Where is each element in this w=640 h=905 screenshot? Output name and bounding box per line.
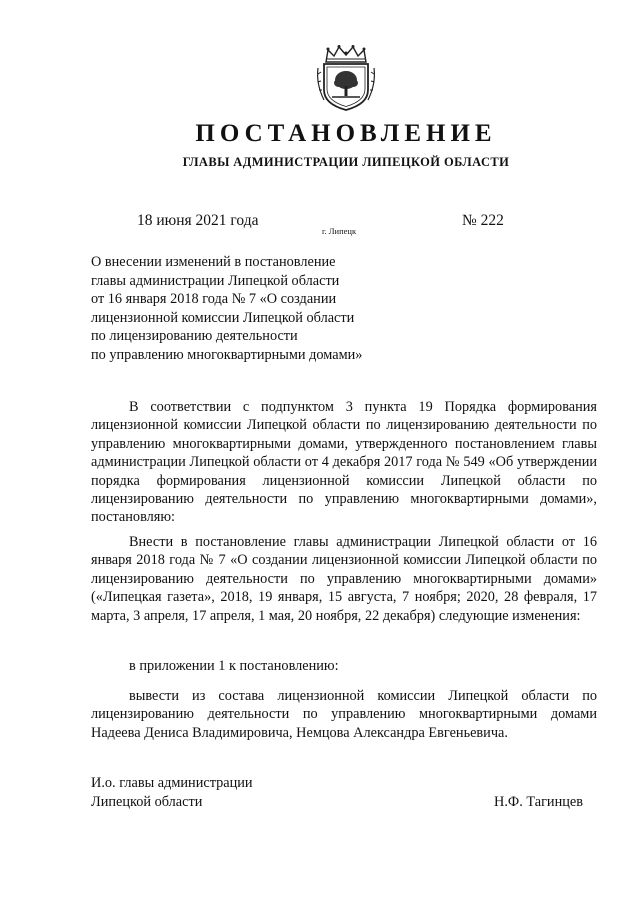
body-paragraph-1: В соответствии с подпунктом 3 пункта 19 Порядка формирования лицензионной комиссии Липецкой области по лицензированию деятельности по управлению многоквартирными домами, утвержденного постановлением главы администрации Липецкой области от 4 декабря 2017 года № 549 «Об утверждении порядка формирования лицензионной комиссии Липецкой области по лицензированию деятельности по управлению многоквартирными домами», постановляю: <box>91 399 597 526</box>
signatory-position-line2: Липецкой области <box>91 794 203 810</box>
heading-line: О внесении изменений в постановление <box>91 254 336 270</box>
body-paragraph-4: вывести из состава лицензионной комиссии Липецкой области по лицензированию деятельности по управлению многоквартирными домами Надеева Дениса Владимировича, Немцова Александра Евгеньевича. <box>91 688 597 741</box>
document-number: № 222 <box>462 212 504 229</box>
body-paragraph-3: в приложении 1 к постановлению: <box>129 658 339 674</box>
document-subtitle: ГЛАВЫ АДМИНИСТРАЦИИ ЛИПЕЦКОЙ ОБЛАСТИ <box>182 155 510 169</box>
heading-line: главы администрации Липецкой области <box>91 272 340 289</box>
document-city: г. Липецк <box>322 226 357 236</box>
document-title: ПОСТАНОВЛЕНИЕ <box>195 120 497 147</box>
heading-line: от 16 января 2018 года № 7 «О создании <box>91 291 337 308</box>
heading-line: по управлению многоквартирными домами» <box>91 346 363 363</box>
document-heading <box>91 253 362 365</box>
heading-line: лицензионной комиссии Липецкой области <box>91 309 355 326</box>
heading-line: по лицензированию деятельности <box>91 328 298 345</box>
body-paragraph-2: Внести в постановление главы администрации Липецкой области от 16 января 2018 года № 7 «О создании лицензионной комиссии Липецкой области по лицензированию деятельности по управлению многоквартирными домами» («Липецкая газета», 2018, 19 января, 15 августа, 7 ноября; 2020, 28 февраля, 17 марта, 3 апреля, 17 апреля, 1 мая, 20 ноября, 22 декабря) следующие изменения: <box>91 534 597 624</box>
document-date: 18 июня 2021 года <box>137 212 259 229</box>
signatory-position-line1: И.о. главы администрации <box>91 775 253 791</box>
signatory-name: Н.Ф. Тагинцев <box>494 794 583 810</box>
coat-of-arms-icon <box>314 44 378 112</box>
